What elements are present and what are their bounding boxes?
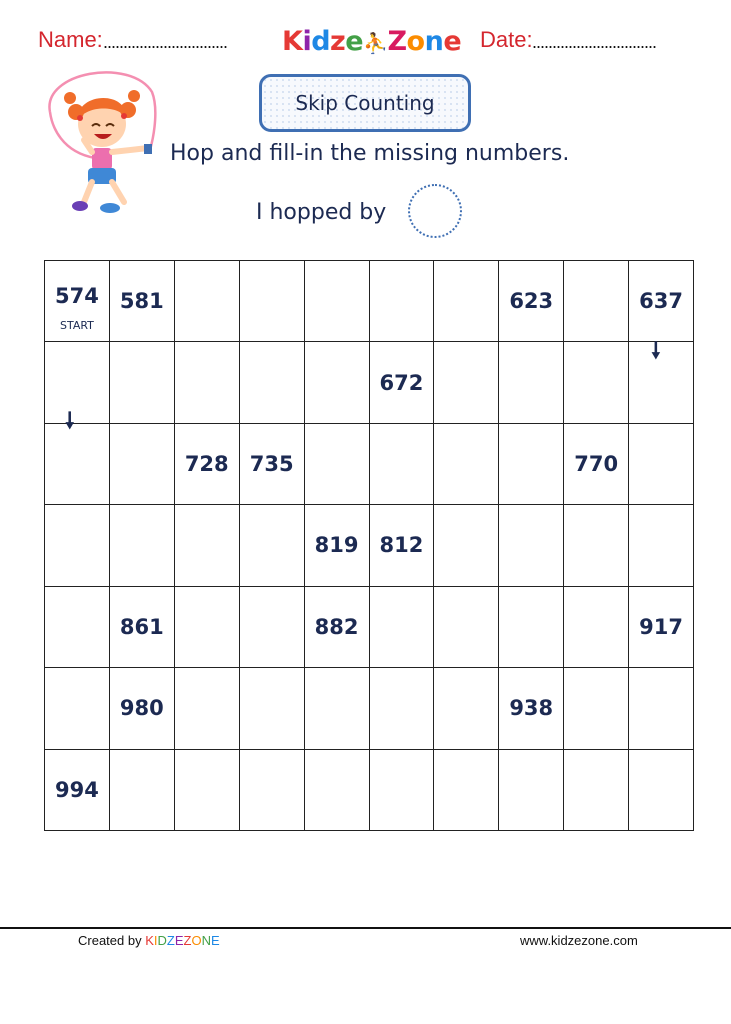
grid-cell-given (370, 505, 435, 586)
logo-letter: Z (387, 26, 407, 57)
hopped-by-label: I hopped by (256, 200, 387, 225)
grid-cell-blank[interactable] (629, 424, 694, 505)
logo-letter: i (302, 26, 312, 57)
cell-number: 728 (184, 452, 229, 477)
cell-number: 735 (249, 452, 294, 477)
grid-cell-blank[interactable] (370, 261, 435, 342)
jump-rope-girl-illustration (40, 62, 165, 222)
grid-cell-given (499, 668, 564, 749)
grid-cell-blank[interactable] (175, 505, 240, 586)
grid-cell-blank[interactable] (240, 261, 305, 342)
cell-number: 980 (119, 696, 164, 721)
footer-credit (78, 933, 220, 948)
grid-cell-blank[interactable] (110, 342, 175, 423)
grid-cell-blank[interactable] (434, 342, 499, 423)
grid-cell-blank[interactable] (240, 587, 305, 668)
grid-cell-blank[interactable] (499, 750, 564, 831)
grid-cell-blank[interactable] (240, 750, 305, 831)
grid-cell-blank[interactable] (629, 339, 694, 423)
cell-number: 861 (119, 614, 164, 639)
grid-cell-blank[interactable] (564, 668, 629, 749)
grid-cell-blank[interactable] (175, 587, 240, 668)
cell-number: 812 (379, 533, 424, 558)
grid-cell-blank[interactable] (45, 342, 110, 423)
cell-number: 938 (509, 696, 554, 721)
grid-cell-blank[interactable] (240, 668, 305, 749)
instruction-text: Hop and fill-in the missing numbers. (170, 141, 570, 166)
grid-cell-blank[interactable] (45, 505, 110, 586)
grid-cell-blank[interactable] (564, 587, 629, 668)
grid-cell-blank[interactable] (370, 750, 435, 831)
grid-cell-blank[interactable] (240, 342, 305, 423)
date-label: Date: (480, 27, 533, 52)
cell-number: 623 (509, 289, 554, 314)
footer-brand-letter: I (153, 933, 158, 948)
grid-cell-blank[interactable] (434, 668, 499, 749)
worksheet-title: Skip Counting (259, 74, 471, 132)
logo-letter: e (345, 26, 364, 57)
grid-cell-given (370, 342, 435, 423)
grid-cell-blank[interactable] (564, 505, 629, 586)
grid-cell-blank[interactable] (45, 587, 110, 668)
grid-cell-blank[interactable] (434, 261, 499, 342)
grid-cell-blank[interactable] (175, 261, 240, 342)
start-label: START (59, 319, 94, 332)
name-label: Name: (38, 27, 103, 52)
grid-cell-blank[interactable] (499, 505, 564, 586)
grid-cell-blank[interactable] (434, 587, 499, 668)
cell-number: 574 (55, 284, 99, 309)
grid-cell-given (499, 261, 564, 342)
skip-counting-grid (44, 260, 694, 831)
footer-brand (145, 933, 219, 948)
grid-cell-blank[interactable] (45, 408, 110, 505)
grid-cell-blank[interactable] (629, 668, 694, 749)
logo-letter: n (424, 26, 444, 57)
grid-cell-blank[interactable] (370, 668, 435, 749)
grid-cell-given (305, 505, 370, 586)
grid-cell-given (305, 587, 370, 668)
grid-cell-blank[interactable] (499, 587, 564, 668)
grid-cell-blank[interactable] (370, 424, 435, 505)
grid-cell-blank[interactable] (564, 261, 629, 342)
name-field[interactable]: ............................... (103, 32, 228, 52)
grid-cell-blank[interactable] (305, 668, 370, 749)
cell-number: 819 (314, 533, 359, 558)
footer-brand-letter: N (201, 933, 211, 948)
footer-brand-letter: K (145, 933, 154, 948)
grid-cell-blank[interactable] (175, 750, 240, 831)
grid-cell-blank[interactable] (45, 668, 110, 749)
hop-amount-answer-circle[interactable] (408, 184, 462, 238)
grid-cell-given (175, 424, 240, 505)
date-field[interactable]: ............................... (532, 32, 657, 52)
grid-cell-blank[interactable] (434, 424, 499, 505)
grid-cell-blank[interactable] (305, 424, 370, 505)
cell-number: 994 (55, 777, 99, 802)
kidzezone-logo (282, 26, 461, 57)
created-by-text: Created by (78, 933, 142, 948)
grid-cell-blank[interactable] (110, 505, 175, 586)
footer-brand-letter: E (211, 933, 220, 948)
logo-letter: z (330, 26, 346, 57)
footer-brand-letter: D (157, 933, 167, 948)
grid-cell-given (45, 750, 110, 831)
grid-cell-blank[interactable] (564, 750, 629, 831)
grid-cell-given (110, 587, 175, 668)
cell-number: 770 (574, 452, 619, 477)
cell-number: 882 (314, 614, 359, 639)
grid-cell-blank[interactable] (434, 505, 499, 586)
cell-number: 672 (379, 370, 424, 395)
grid-cell-blank[interactable] (434, 750, 499, 831)
logo-letter: o (406, 26, 425, 57)
footer-divider (0, 927, 731, 929)
grid-cell-blank[interactable] (110, 424, 175, 505)
grid-cell-blank[interactable] (305, 750, 370, 831)
grid-cell-given (564, 424, 629, 505)
cell-number: 637 (639, 289, 683, 314)
grid-cell-given (629, 261, 694, 342)
grid-cell-blank[interactable] (370, 587, 435, 668)
grid-cell-blank[interactable] (240, 505, 305, 586)
grid-cell-blank[interactable] (110, 750, 175, 831)
logo-letter: d (311, 26, 331, 57)
grid-cell-blank[interactable] (629, 750, 694, 831)
grid-cell-given (110, 261, 175, 342)
cell-number: 917 (639, 614, 683, 639)
grid-cell-given (629, 587, 694, 668)
grid-cell-blank[interactable] (175, 342, 240, 423)
down-arrow-icon: 🠗 (651, 339, 661, 365)
grid-cell-given (45, 261, 110, 342)
grid-cell-blank[interactable] (305, 342, 370, 423)
footer-brand-letter: E (174, 933, 184, 948)
grid-cell-blank[interactable] (564, 342, 629, 423)
footer-brand-letter: Z (183, 933, 192, 948)
grid-cell-given (240, 424, 305, 505)
logo-letter: ⛹ (363, 31, 388, 55)
logo-letter: e (443, 26, 462, 57)
cell-number: 581 (119, 289, 164, 314)
logo-letter: K (282, 26, 303, 57)
grid-cell-blank[interactable] (305, 261, 370, 342)
footer-brand-letter: O (191, 933, 202, 948)
grid-cell-blank[interactable] (175, 668, 240, 749)
grid-cell-given (110, 668, 175, 749)
grid-cell-blank[interactable] (499, 424, 564, 505)
down-arrow-icon: 🠗 (65, 408, 75, 434)
grid-cell-blank[interactable] (629, 505, 694, 586)
footer-brand-letter: Z (166, 933, 175, 948)
footer-website[interactable]: www.kidzezone.com (520, 933, 638, 948)
grid-cell-blank[interactable] (499, 342, 564, 423)
